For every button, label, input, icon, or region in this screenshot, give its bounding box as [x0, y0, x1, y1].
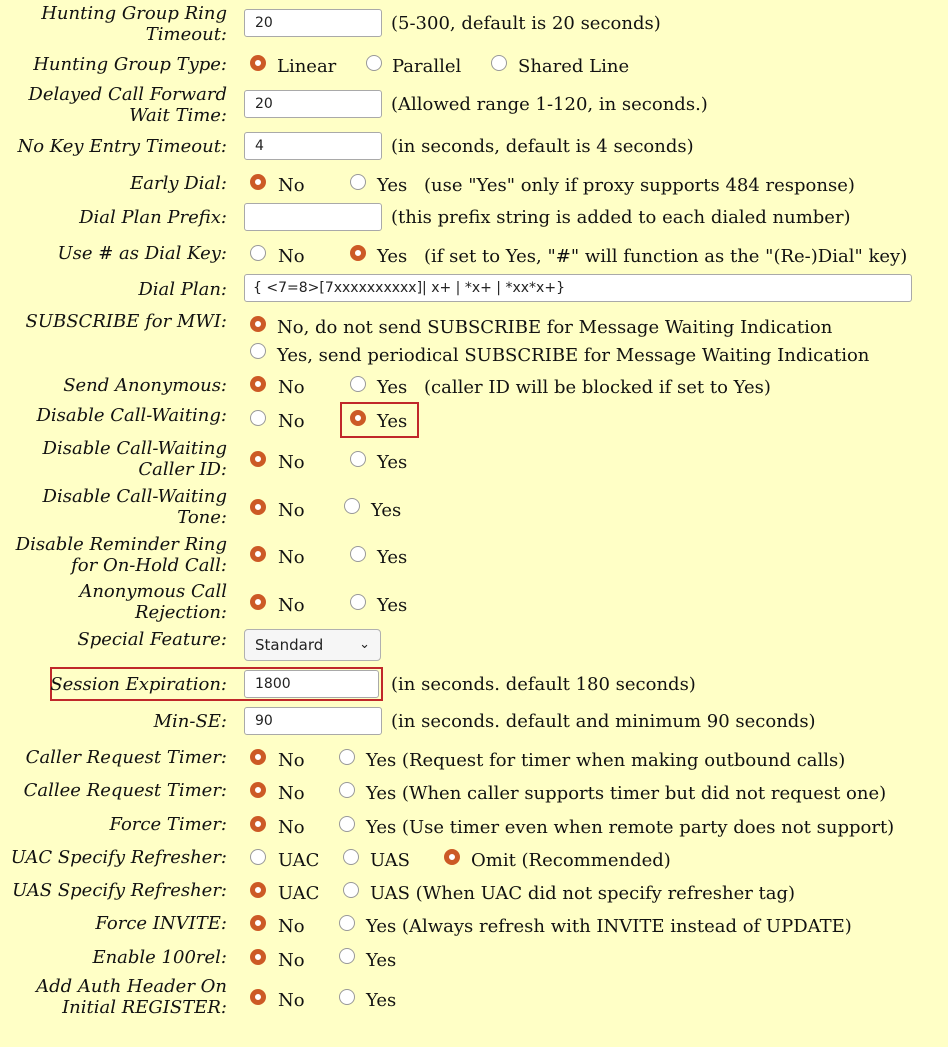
label-hunt-timeout: Hunting Group Ring Timeout: — [41, 3, 227, 45]
rel100-yes-radio[interactable] — [339, 948, 355, 964]
uas-ref-uac-label: UAC — [278, 883, 320, 904]
hash-key-yes-radio[interactable] — [350, 245, 366, 261]
rel100-no-label: No — [278, 950, 305, 971]
label-100rel: Enable 100rel: — [92, 947, 227, 968]
delayed-cf-note: (Allowed range 1-120, in seconds.) — [391, 94, 708, 115]
hunt-type-shared-radio[interactable] — [491, 55, 507, 71]
label-session-exp: Session Expiration: — [50, 674, 227, 695]
rel100-yes-label: Yes — [366, 950, 397, 971]
no-key-note: (in seconds, default is 4 seconds) — [391, 136, 694, 157]
cw-tone-no-radio[interactable] — [250, 499, 266, 515]
cw-tone-no-label: No — [278, 500, 305, 521]
anon-rej-no-label: No — [278, 595, 305, 616]
anon-rej-no-radio[interactable] — [250, 594, 266, 610]
min-se-note: (in seconds. default and minimum 90 seconds) — [391, 711, 816, 732]
caller-timer-no-radio[interactable] — [250, 749, 266, 765]
anon-rej-yes-radio[interactable] — [350, 594, 366, 610]
min-se-input[interactable]: 90 — [244, 707, 382, 735]
label-dial-plan: Dial Plan: — [138, 279, 227, 300]
label-reminder: Disable Reminder Ring for On-Hold Call: — [15, 534, 227, 576]
label-uas-ref: UAS Specify Refresher: — [12, 880, 227, 901]
reminder-no-label: No — [278, 547, 305, 568]
mwi-no-radio[interactable] — [250, 316, 266, 332]
cw-cid-yes-radio[interactable] — [350, 451, 366, 467]
caller-timer-no-label: No — [278, 750, 305, 771]
early-dial-yes-radio[interactable] — [350, 174, 366, 190]
label-hash-key: Use # as Dial Key: — [57, 243, 227, 264]
dial-prefix-note: (this prefix string is added to each dialed number) — [391, 207, 851, 228]
auth-header-no-radio[interactable] — [250, 989, 266, 1005]
label-hunt-type: Hunting Group Type: — [33, 54, 227, 75]
callee-timer-no-radio[interactable] — [250, 782, 266, 798]
uas-ref-uas-radio[interactable] — [343, 882, 359, 898]
hunt-timeout-note: (5-300, default is 20 seconds) — [391, 13, 661, 34]
cw-cid-no-label: No — [278, 452, 305, 473]
label-no-key: No Key Entry Timeout: — [17, 136, 227, 157]
caller-timer-yes-label: Yes (Request for timer when making outbound calls) — [366, 750, 846, 771]
session-exp-input[interactable]: 1800 — [244, 670, 379, 698]
uas-ref-uac-radio[interactable] — [250, 882, 266, 898]
chevron-down-icon: ⌄ — [359, 637, 370, 652]
anon-no-label: No — [278, 377, 305, 398]
hunt-type-parallel-radio[interactable] — [366, 55, 382, 71]
label-dial-prefix: Dial Plan Prefix: — [79, 207, 227, 228]
early-dial-no-label: No — [278, 175, 305, 196]
early-dial-no-radio[interactable] — [250, 174, 266, 190]
uac-ref-uac-radio[interactable] — [250, 849, 266, 865]
cw-no-label: No — [278, 411, 305, 432]
force-timer-no-label: No — [278, 817, 305, 838]
uac-ref-uac-label: UAC — [278, 850, 320, 871]
uac-ref-uas-radio[interactable] — [343, 849, 359, 865]
cw-no-radio[interactable] — [250, 410, 266, 426]
force-invite-no-label: No — [278, 916, 305, 937]
force-invite-no-radio[interactable] — [250, 915, 266, 931]
hash-key-no-label: No — [278, 246, 305, 267]
cw-yes-radio[interactable] — [350, 410, 366, 426]
uac-ref-omit-radio[interactable] — [444, 849, 460, 865]
reminder-yes-radio[interactable] — [350, 546, 366, 562]
callee-timer-no-label: No — [278, 783, 305, 804]
cw-yes-label: Yes — [377, 411, 408, 432]
caller-timer-yes-radio[interactable] — [339, 749, 355, 765]
auth-header-no-label: No — [278, 990, 305, 1011]
mwi-yes-label: Yes, send periodical SUBSCRIBE for Message Waiting Indication — [277, 345, 870, 366]
hunt-timeout-input[interactable]: 20 — [244, 9, 382, 37]
anon-yes-radio[interactable] — [350, 376, 366, 392]
label-min-se: Min-SE: — [153, 711, 227, 732]
label-anon: Send Anonymous: — [63, 375, 227, 396]
rel100-no-radio[interactable] — [250, 949, 266, 965]
force-timer-yes-radio[interactable] — [339, 816, 355, 832]
label-mwi: SUBSCRIBE for MWI: — [25, 311, 227, 332]
force-timer-no-radio[interactable] — [250, 816, 266, 832]
early-dial-yes-label: Yes — [377, 175, 408, 196]
mwi-yes-radio[interactable] — [250, 343, 266, 359]
hash-key-note: (if set to Yes, "#" will function as the "(Re-)Dial" key) — [424, 246, 908, 267]
hash-key-yes-label: Yes — [377, 246, 408, 267]
hunt-type-linear-radio[interactable] — [250, 55, 266, 71]
label-cw-cid: Disable Call-Waiting Caller ID: — [42, 438, 227, 480]
force-invite-yes-label: Yes (Always refresh with INVITE instead of UPDATE) — [366, 916, 852, 937]
special-feature-select[interactable] — [244, 629, 381, 661]
label-early-dial: Early Dial: — [130, 173, 227, 194]
cw-tone-yes-radio[interactable] — [344, 498, 360, 514]
label-force-invite: Force INVITE: — [95, 913, 227, 934]
label-auth-header: Add Auth Header On Initial REGISTER: — [36, 976, 227, 1018]
hunt-type-parallel-label: Parallel — [392, 56, 462, 77]
label-cw-tone: Disable Call-Waiting Tone: — [42, 486, 227, 528]
uac-ref-omit-label: Omit (Recommended) — [471, 850, 671, 871]
anon-yes-label: Yes — [377, 377, 408, 398]
dial-prefix-input[interactable] — [244, 203, 382, 231]
mwi-no-label: No, do not send SUBSCRIBE for Message Waiting Indication — [277, 317, 833, 338]
no-key-input[interactable]: 4 — [244, 132, 382, 160]
label-cw: Disable Call-Waiting: — [36, 405, 227, 426]
session-exp-note: (in seconds. default 180 seconds) — [391, 674, 696, 695]
hunt-type-shared-label: Shared Line — [518, 56, 630, 77]
cw-tone-yes-label: Yes — [371, 500, 402, 521]
auth-header-yes-label: Yes — [366, 990, 397, 1011]
cw-cid-yes-label: Yes — [377, 452, 408, 473]
label-anon-rej: Anonymous Call Rejection: — [79, 581, 227, 623]
callee-timer-yes-label: Yes (When caller supports timer but did not request one) — [366, 783, 887, 804]
hunt-type-linear-label: Linear — [277, 56, 337, 77]
force-invite-yes-radio[interactable] — [339, 915, 355, 931]
anon-note: (caller ID will be blocked if set to Yes) — [424, 377, 771, 398]
callee-timer-yes-radio[interactable] — [339, 782, 355, 798]
force-timer-yes-label: Yes (Use timer even when remote party does not support) — [366, 817, 895, 838]
reminder-no-radio[interactable] — [250, 546, 266, 562]
uas-ref-uas-label: UAS (When UAC did not specify refresher tag) — [370, 883, 796, 904]
special-feature-value: Standard — [255, 636, 324, 654]
label-caller-timer: Caller Request Timer: — [25, 747, 227, 768]
auth-header-yes-radio[interactable] — [339, 989, 355, 1005]
label-force-timer: Force Timer: — [109, 814, 227, 835]
hash-key-no-radio[interactable] — [250, 245, 266, 261]
anon-rej-yes-label: Yes — [377, 595, 408, 616]
label-special: Special Feature: — [77, 629, 227, 650]
reminder-yes-label: Yes — [377, 547, 408, 568]
anon-no-radio[interactable] — [250, 376, 266, 392]
label-callee-timer: Callee Request Timer: — [23, 780, 227, 801]
dial-plan-input[interactable]: { <7=8>[7xxxxxxxxxx]| x+ | *x+ | *xx*x+} — [244, 274, 912, 302]
early-dial-note: (use "Yes" only if proxy supports 484 response) — [424, 175, 855, 196]
label-delayed-cf: Delayed Call Forward Wait Time: — [28, 84, 227, 126]
label-uac-ref: UAC Specify Refresher: — [10, 847, 227, 868]
uac-ref-uas-label: UAS — [370, 850, 410, 871]
cw-cid-no-radio[interactable] — [250, 451, 266, 467]
delayed-cf-input[interactable]: 20 — [244, 90, 382, 118]
